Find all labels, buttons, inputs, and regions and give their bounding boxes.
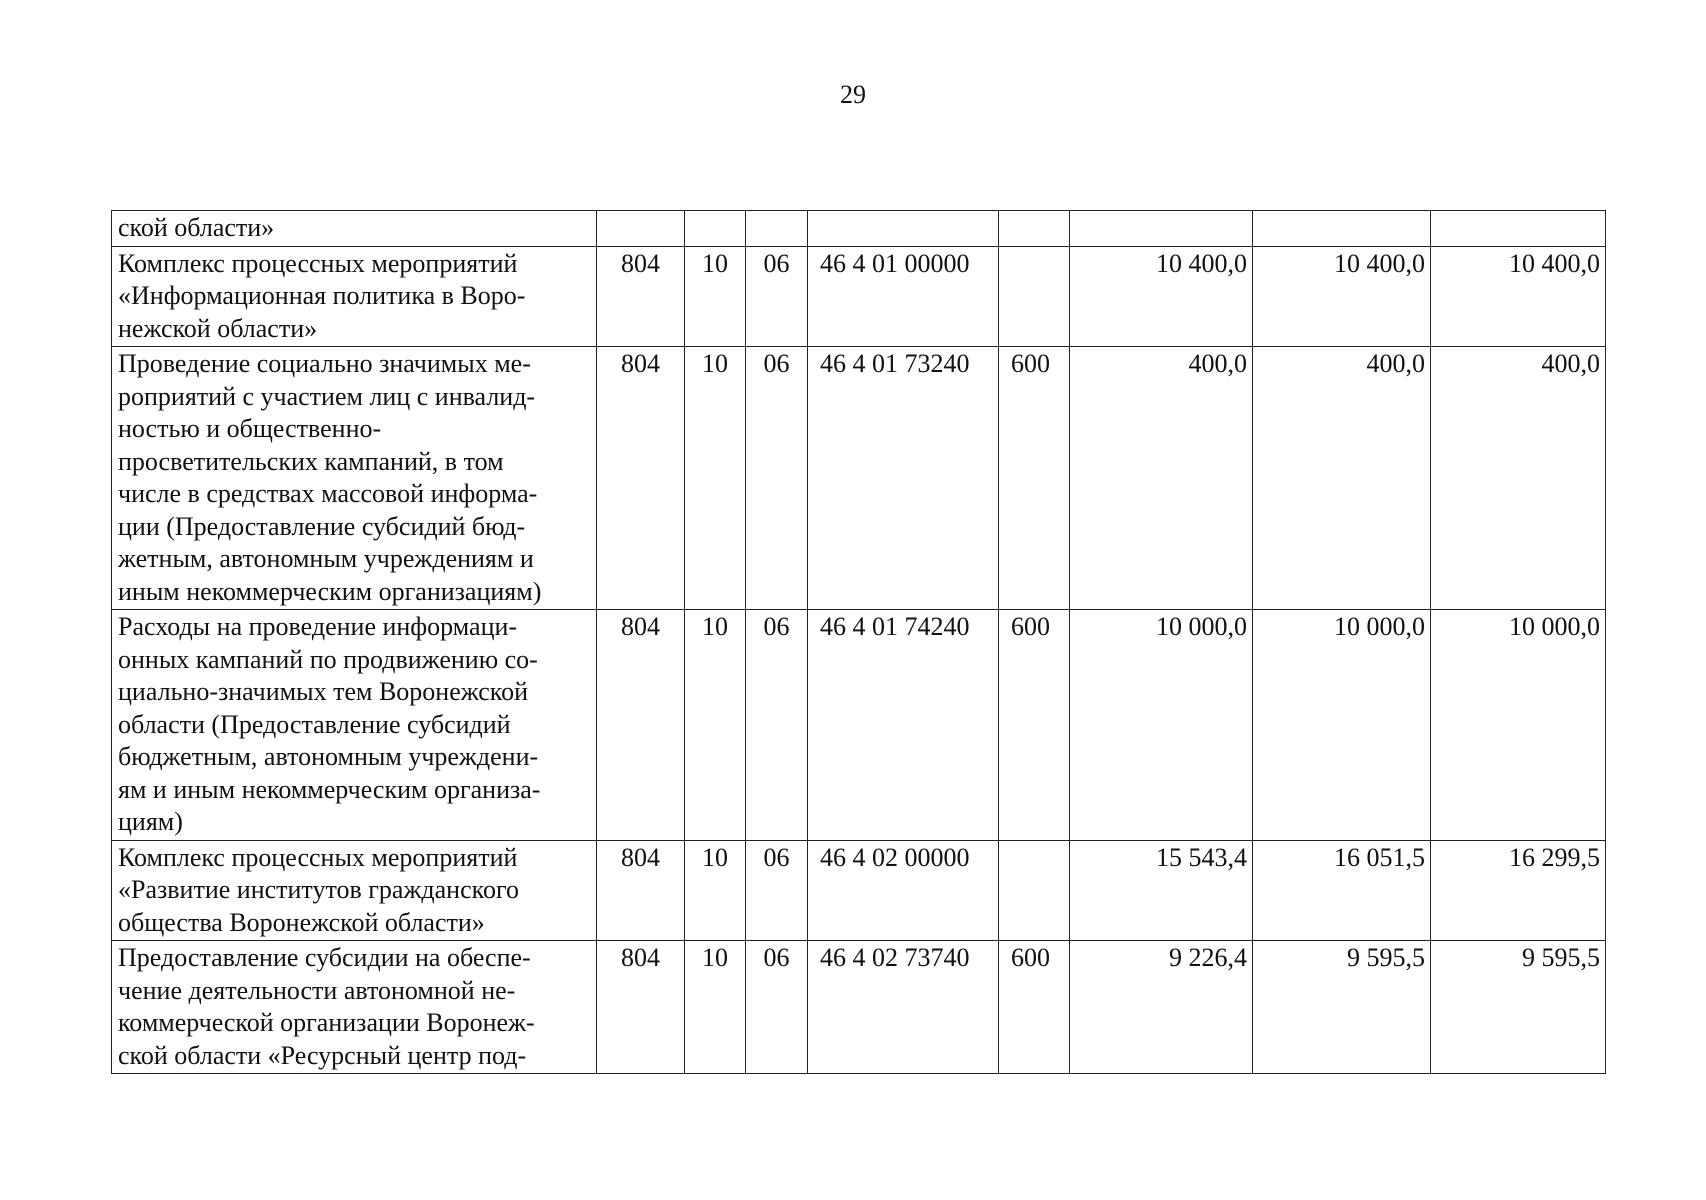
amount-year3-cell: 16 299,5 xyxy=(1431,840,1606,941)
target-article-cell xyxy=(808,211,999,247)
row-name-line: чение деятельности автономной не- xyxy=(118,975,516,1005)
table-row xyxy=(112,840,1606,941)
row-name-cell xyxy=(112,246,597,347)
row-name-line: нежской области» xyxy=(118,313,318,343)
row-name-line: числе в средствах массовой информа- xyxy=(118,479,538,508)
target-article-cell: 46 4 01 00000 xyxy=(808,246,999,347)
row-name-line: ям и иным некоммерческим организа- xyxy=(118,774,541,804)
amount-year2-cell: 10 400,0 xyxy=(1253,246,1431,347)
row-name-line: циально-значимых тем Воронежской xyxy=(118,677,529,706)
amount-year3-cell: 9 595,5 xyxy=(1431,941,1606,1074)
row-name-cell xyxy=(112,941,597,1074)
subsection-cell: 06 xyxy=(746,347,808,610)
row-name-cell xyxy=(112,610,597,841)
row-name-line: Проведение социально значимых ме- xyxy=(118,349,531,378)
subsection-cell: 06 xyxy=(746,941,808,1074)
amount-year2-cell xyxy=(1253,211,1431,247)
row-name-line: ностью и общественно- xyxy=(118,414,382,443)
expense-type-cell xyxy=(999,211,1070,247)
section-cell: 10 xyxy=(685,941,746,1074)
table-row xyxy=(112,246,1606,347)
table-row xyxy=(112,941,1606,1074)
amount-year3-cell xyxy=(1431,211,1606,247)
grbs-cell: 804 xyxy=(597,246,685,347)
row-name-line: ской области «Ресурсный центр под- xyxy=(118,1040,527,1070)
expense-type-cell xyxy=(999,246,1070,347)
table-row xyxy=(112,347,1606,610)
row-name-line: бюджетным, автономным учреждени- xyxy=(118,742,539,771)
expense-type-cell: 600 xyxy=(999,347,1070,610)
row-name-line: жетным, автономным учреждениям и xyxy=(118,544,534,573)
row-name-line: области (Предоставление субсидий xyxy=(118,709,511,739)
row-name-line: иным некоммерческим организациям) xyxy=(118,576,542,606)
row-name-line: ской области» xyxy=(118,213,275,242)
budget-table xyxy=(111,210,1606,1074)
amount-year1-cell: 9 226,4 xyxy=(1070,941,1253,1074)
amount-year1-cell: 15 543,4 xyxy=(1070,840,1253,941)
budget-table-wrapper xyxy=(111,210,1606,1074)
amount-year1-cell: 400,0 xyxy=(1070,347,1253,610)
target-article-cell: 46 4 01 74240 xyxy=(808,610,999,841)
row-name-cell xyxy=(112,840,597,941)
row-name-line: Комплекс процессных мероприятий xyxy=(118,842,518,872)
amount-year1-cell: 10 000,0 xyxy=(1070,610,1253,841)
row-name-line: просветительских кампаний, в том xyxy=(118,446,504,476)
grbs-cell: 804 xyxy=(597,347,685,610)
row-name-line: «Информационная политика в Воро- xyxy=(118,281,526,310)
grbs-cell: 804 xyxy=(597,610,685,841)
table-row xyxy=(112,610,1606,841)
table-row xyxy=(112,211,1606,247)
row-name-cell xyxy=(112,347,597,610)
row-name-line: циям) xyxy=(118,807,183,836)
target-article-cell: 46 4 01 73240 xyxy=(808,347,999,610)
amount-year3-cell: 10 400,0 xyxy=(1431,246,1606,347)
amount-year2-cell: 9 595,5 xyxy=(1253,941,1431,1074)
amount-year3-cell: 400,0 xyxy=(1431,347,1606,610)
subsection-cell: 06 xyxy=(746,246,808,347)
expense-type-cell: 600 xyxy=(999,610,1070,841)
expense-type-cell xyxy=(999,840,1070,941)
row-name-cell xyxy=(112,211,597,247)
row-name-line: онных кампаний по продвижению со- xyxy=(118,644,538,674)
row-name-line: коммерческой организации Воронеж- xyxy=(118,1008,535,1037)
expense-type-cell: 600 xyxy=(999,941,1070,1074)
amount-year1-cell xyxy=(1070,211,1253,247)
subsection-cell xyxy=(746,211,808,247)
section-cell: 10 xyxy=(685,347,746,610)
row-name-line: «Развитие институтов гражданского xyxy=(118,875,519,904)
page-number: 29 xyxy=(840,80,866,109)
row-name-line: общества Воронежской области» xyxy=(118,907,485,937)
row-name-line: ции (Предоставление субсидий бюд- xyxy=(118,511,526,541)
amount-year2-cell: 16 051,5 xyxy=(1253,840,1431,941)
row-name-line: Комплекс процессных мероприятий xyxy=(118,248,518,278)
subsection-cell: 06 xyxy=(746,840,808,941)
grbs-cell: 804 xyxy=(597,941,685,1074)
section-cell: 10 xyxy=(685,610,746,841)
amount-year3-cell: 10 000,0 xyxy=(1431,610,1606,841)
section-cell: 10 xyxy=(685,246,746,347)
target-article-cell: 46 4 02 73740 xyxy=(808,941,999,1074)
row-name-line: роприятий с участием лиц с инвалид- xyxy=(118,381,536,411)
row-name-line: Предоставление субсидии на обеспе- xyxy=(118,943,531,972)
amount-year2-cell: 10 000,0 xyxy=(1253,610,1431,841)
section-cell: 10 xyxy=(685,840,746,941)
grbs-cell xyxy=(597,211,685,247)
section-cell xyxy=(685,211,746,247)
row-name-line: Расходы на проведение информаци- xyxy=(118,612,518,641)
subsection-cell: 06 xyxy=(746,610,808,841)
target-article-cell: 46 4 02 00000 xyxy=(808,840,999,941)
amount-year2-cell: 400,0 xyxy=(1253,347,1431,610)
amount-year1-cell: 10 400,0 xyxy=(1070,246,1253,347)
grbs-cell: 804 xyxy=(597,840,685,941)
